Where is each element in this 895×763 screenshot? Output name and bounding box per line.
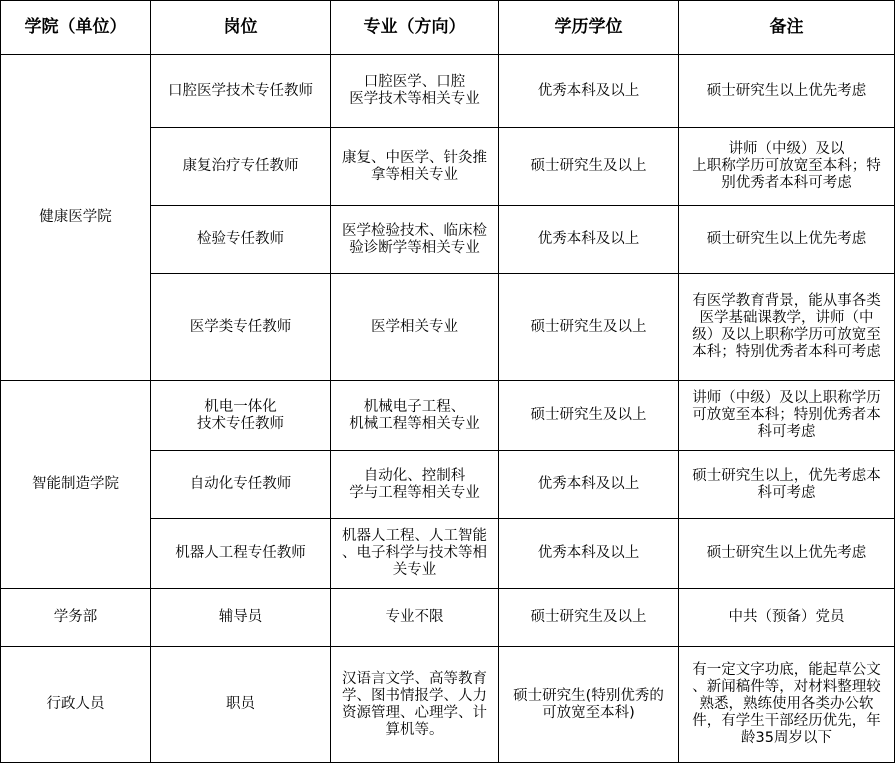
college-cell <box>1 381 151 589</box>
degree-cell <box>499 55 679 128</box>
cell-text-line: 硕士研究生以上优先考虑 <box>706 545 867 561</box>
table-row <box>1 589 895 647</box>
major-cell <box>331 647 499 763</box>
cell-text-line: 关专业 <box>392 562 437 578</box>
cell-text-line: 康复治疗专任教师 <box>182 158 299 174</box>
cell-text-line: 别优秀者本科可考虑 <box>721 175 852 191</box>
cell-text-line: 硕士研究生及以上 <box>530 609 647 625</box>
header-degree: 学历学位 <box>499 1 679 55</box>
cell-text-line: 学与工程等相关专业 <box>349 484 480 501</box>
cell-text-line: 优秀本科及以上 <box>537 231 640 247</box>
position-cell <box>151 589 331 647</box>
cell-text-line: 辅导员 <box>218 609 263 625</box>
cell-text-line: 、新闻稿件等，对材料整理较 <box>692 679 881 695</box>
position-cell <box>151 274 331 381</box>
header-row <box>1 1 895 55</box>
college-name: 学务部 <box>53 609 98 625</box>
major-cell <box>331 519 499 589</box>
cell-text-line: 讲师（中级）及以 <box>728 141 845 157</box>
college-cell <box>1 55 151 381</box>
cell-text-line: 硕士研究生以上优先考虑 <box>706 82 867 99</box>
college-name: 智能制造学院 <box>32 476 119 492</box>
position-cell <box>151 55 331 128</box>
note-cell <box>679 451 895 519</box>
cell-text-line: 汉语言文学、高等教育 <box>342 670 487 687</box>
cell-text-line: 专业不限 <box>385 609 444 625</box>
note-cell <box>679 55 895 128</box>
position-cell <box>151 451 331 519</box>
cell-text-line: 拿等相关专业 <box>371 166 458 183</box>
note-cell <box>679 647 895 763</box>
cell-text-line: 算机等。 <box>385 721 444 738</box>
cell-text-line: 医学技术等相关专业 <box>349 91 480 107</box>
cell-text-line: 机械工程等相关专业 <box>349 415 480 432</box>
cell-text-line: 资源管理、心理学、计 <box>342 704 487 721</box>
college-cell <box>1 647 151 763</box>
cell-text-line: 自动化、控制科 <box>363 467 466 484</box>
major-cell <box>331 381 499 451</box>
position-cell <box>151 381 331 451</box>
header-major: 专业（方向） <box>331 1 499 55</box>
cell-text-line: 口腔医学、口腔 <box>363 74 466 90</box>
note-cell <box>679 128 895 206</box>
cell-text-line: 硕士研究生及以上 <box>530 407 647 423</box>
cell-text-line: 机器人工程专任教师 <box>175 545 306 561</box>
cell-text-line: 康复、中医学、针灸推 <box>342 149 487 166</box>
cell-text-line: 机器人工程、人工智能 <box>342 528 487 544</box>
cell-text-line: 硕士研究生及以上 <box>530 318 647 335</box>
cell-text-line: 可放宽至本科；特别优秀者本 <box>692 407 881 423</box>
cell-text-line: 医学基础课教学，讲师（中 <box>699 310 874 326</box>
major-cell <box>331 451 499 519</box>
degree-cell <box>499 381 679 451</box>
note-cell <box>679 519 895 589</box>
cell-text-line: 优秀本科及以上 <box>537 82 640 99</box>
cell-text-line: 自动化专任教师 <box>189 476 292 492</box>
note-cell <box>679 589 895 647</box>
degree-cell <box>499 589 679 647</box>
major-cell <box>331 55 499 128</box>
major-cell <box>331 128 499 206</box>
table-row <box>1 55 895 128</box>
degree-cell <box>499 647 679 763</box>
cell-text-line: 机电一体化 <box>204 398 277 415</box>
header-note: 备注 <box>679 1 895 55</box>
note-cell <box>679 381 895 451</box>
note-cell <box>679 274 895 381</box>
cell-text-line: 有一定文字功底，能起草公文 <box>692 662 881 678</box>
cell-text-line: 检验专任教师 <box>197 231 284 247</box>
cell-text-line: 有医学教育背景，能从事各类 <box>692 293 881 309</box>
college-name: 行政人员 <box>46 696 105 712</box>
cell-text-line: 龄35周岁以下 <box>741 730 832 746</box>
degree-cell <box>499 206 679 274</box>
cell-text-line: 口腔医学技术专任教师 <box>168 82 313 99</box>
college-cell <box>1 589 151 647</box>
cell-text-line: 医学类专任教师 <box>189 318 292 335</box>
degree-cell <box>499 451 679 519</box>
cell-text-line: 科可考虑 <box>757 424 816 440</box>
cell-text-line: 硕士研究生以上优先考虑 <box>706 231 867 247</box>
cell-text-line: 医学检验技术、临床检 <box>342 222 487 239</box>
major-cell <box>331 274 499 381</box>
cell-text-line: 熟悉，熟练使用各类办公软 <box>699 696 874 712</box>
cell-text-line: 硕士研究生以上，优先考虑本 <box>692 467 881 484</box>
degree-cell <box>499 274 679 381</box>
cell-text-line: 优秀本科及以上 <box>537 545 640 561</box>
position-cell <box>151 206 331 274</box>
cell-text-line: 可放宽至本科) <box>542 704 635 721</box>
cell-text-line: 讲师（中级）及以上职称学历 <box>692 390 881 406</box>
cell-text-line: 硕士研究生(特别优秀的 <box>513 687 664 704</box>
position-cell <box>151 128 331 206</box>
cell-text-line: 、电子科学与技术等相 <box>342 545 487 561</box>
table-row <box>1 381 895 451</box>
major-cell <box>331 206 499 274</box>
cell-text-line: 上职称学历可放宽至本科；特 <box>692 158 881 174</box>
cell-text-line: 职员 <box>226 696 255 712</box>
cell-text-line: 硕士研究生及以上 <box>530 158 647 174</box>
cell-text-line: 优秀本科及以上 <box>537 476 640 492</box>
cell-text-line: 学、图书情报学、人力 <box>342 687 487 704</box>
cell-text-line: 本科；特别优秀者本科可考虑 <box>692 344 881 360</box>
degree-cell <box>499 128 679 206</box>
major-cell <box>331 589 499 647</box>
college-name: 健康医学院 <box>39 209 112 225</box>
note-cell <box>679 206 895 274</box>
cell-text-line: 件，有学生干部经历优先，年 <box>692 713 881 729</box>
position-cell <box>151 519 331 589</box>
header-college: 学院（单位） <box>1 1 151 55</box>
cell-text-line: 机械电子工程、 <box>363 398 466 415</box>
header-position: 岗位 <box>151 1 331 55</box>
position-cell <box>151 647 331 763</box>
cell-text-line: 科可考虑 <box>757 484 816 501</box>
cell-text-line: 医学相关专业 <box>371 318 458 335</box>
degree-cell <box>499 519 679 589</box>
cell-text-line: 中共（预备）党员 <box>728 609 845 625</box>
cell-text-line: 技术专任教师 <box>197 415 284 432</box>
cell-text-line: 级）及以上职称学历可放宽至 <box>692 327 881 343</box>
table-row <box>1 647 895 763</box>
cell-text-line: 验诊断学等相关专业 <box>349 239 480 256</box>
